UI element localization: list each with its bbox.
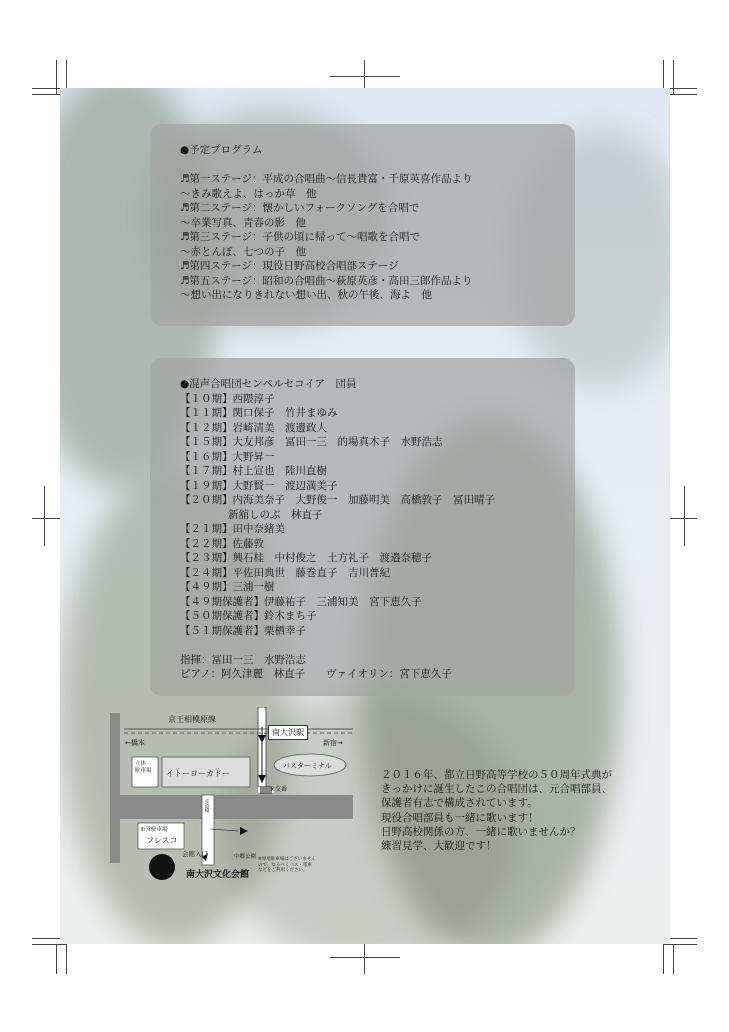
member-row: 【２３期】興石桂 中村俊之 土方礼子 渡邉奈穂子 (180, 552, 432, 564)
crop-mark (56, 944, 57, 974)
note-line: 日野高校関係の方、一緒に歌いませんか？ (381, 825, 581, 838)
crop-mark (32, 944, 66, 945)
members-heading: ●混声合唱団センペルセコイア 団員 (180, 378, 357, 390)
fuleco-label: フレスコ (146, 836, 178, 845)
member-row: 【４９期】三浦一樹 (180, 581, 275, 593)
note-line: ２０１６年、都立日野高等学校の５０周年式典が (381, 769, 612, 781)
parking-note: ※専用駐車場はございません ので、なるべくバス・電車 などをご利用ください。 (258, 857, 316, 873)
park-label: 中郷公園 (234, 854, 257, 860)
crop-mark (364, 940, 365, 974)
program-line: 〜きみ歌えよ、はっか草 他 (180, 187, 317, 200)
note-line: 練習見学、大歓迎です！ (381, 840, 497, 853)
program-line: ♬第五ステージ：昭和の合唱曲〜萩原英彦・高田三郎作品より (180, 274, 473, 287)
crop-mark (673, 944, 674, 974)
program-line: 〜赤とんぼ、七つの子 他 (180, 245, 306, 258)
member-row: 【５１期保護者】栗栖幸子 (180, 624, 306, 637)
koban-label: ×交番 (270, 786, 288, 793)
members-text (180, 377, 495, 682)
member-row: 【１１期】関口保子 竹井まゆみ (180, 407, 338, 419)
note-line: きっかけに誕生したこの合唱団は、元合唱部員、 (381, 783, 612, 796)
crop-mark (663, 944, 664, 974)
crop-mark (44, 486, 45, 546)
conductor-line: 指揮：冨田一三 水野浩志 (180, 653, 306, 666)
pedestrian-road-label: 歩道橋 (204, 799, 209, 813)
rail-line-label: 京王相模原線 (168, 715, 216, 724)
program-line: 〜卒業写真、青春の影 他 (180, 216, 306, 229)
member-row: 【１７期】村上宣也 陸川直樹 (180, 465, 327, 477)
crop-mark (663, 944, 697, 945)
member-row: 【１９期】大野賢一 渡辺満美子 (180, 479, 338, 492)
member-row: 【４９期保護者】伊藤祐子 三浦知美 宮下恵久子 (180, 595, 422, 608)
hall-name-label: 南大沢文化会館 (186, 870, 250, 880)
piano-line: ピアノ：阿久津麗 林直子 ヴァイオリン：宮下恵久子 (180, 668, 452, 680)
entrance-label: 会館入口 (182, 850, 208, 858)
bus-terminal-label: バスターミナル (283, 762, 332, 770)
crop-mark (66, 944, 67, 974)
member-row: 【１２期】岩崎清美 渡邊政人 (180, 421, 327, 434)
program-line: ♬第四ステージ：現役日野高校合唱部ステージ (180, 260, 399, 272)
note-line: 現役合唱部員も一緒に歌います！ (381, 811, 539, 824)
ito-yokado-label: イトーヨーカドー (166, 769, 230, 778)
program-line: ♬第二ステージ：懐かしいフォークソングを合唱で (180, 202, 420, 214)
to-shinjuku-label: 新宿→ (323, 739, 343, 747)
member-row: 【５０期保護者】鈴木まち子 (180, 610, 317, 622)
program-heading: ●予定プログラム (180, 144, 263, 156)
program-line: ♬第一ステージ：平成の合唱曲〜信長貴富・千原英喜作品より (180, 173, 473, 185)
member-row: 【２０期】内海美奈子 大野俊一 加藤明美 高橋敦子 冨田晴子 (180, 494, 495, 506)
member-row: 【２２期】佐藤敦 (180, 537, 264, 550)
station-label: 南大沢駅 (268, 725, 308, 740)
crop-mark (330, 76, 400, 77)
crop-mark (684, 486, 685, 546)
member-row: 【２４期】平佐田典世 藤巻直子 吉川普紀 (180, 566, 390, 579)
member-row: 【１０期】西隈淳子 (180, 392, 275, 405)
program-text (180, 143, 473, 303)
city-parking-label: 市営駐車場 (140, 827, 168, 833)
member-row: 【１５期】大友邦彦 冨田一三 的場真木子 水野浩志 (180, 436, 443, 448)
crop-mark (330, 957, 400, 958)
access-map (110, 707, 360, 882)
member-row: 【１６期】大野昇一 (180, 450, 275, 463)
multistory-parking-label: 立体 駐車場 (135, 761, 152, 774)
to-hashimoto-label: ←橋本 (125, 739, 145, 747)
member-row: 新舘しのぶ 林直子 (228, 508, 323, 521)
invitation-note (381, 768, 612, 853)
program-line: ♬第三ステージ：子供の頃に帰って〜唱歌を合唱で (180, 231, 420, 243)
member-row: 【２１期】田中奈緒美 (180, 523, 285, 535)
program-line: 〜想い出になりきれない想い出、秋の午後、海よ 他 (180, 289, 432, 301)
note-line: 保護者有志で構成されています。 (381, 797, 538, 810)
